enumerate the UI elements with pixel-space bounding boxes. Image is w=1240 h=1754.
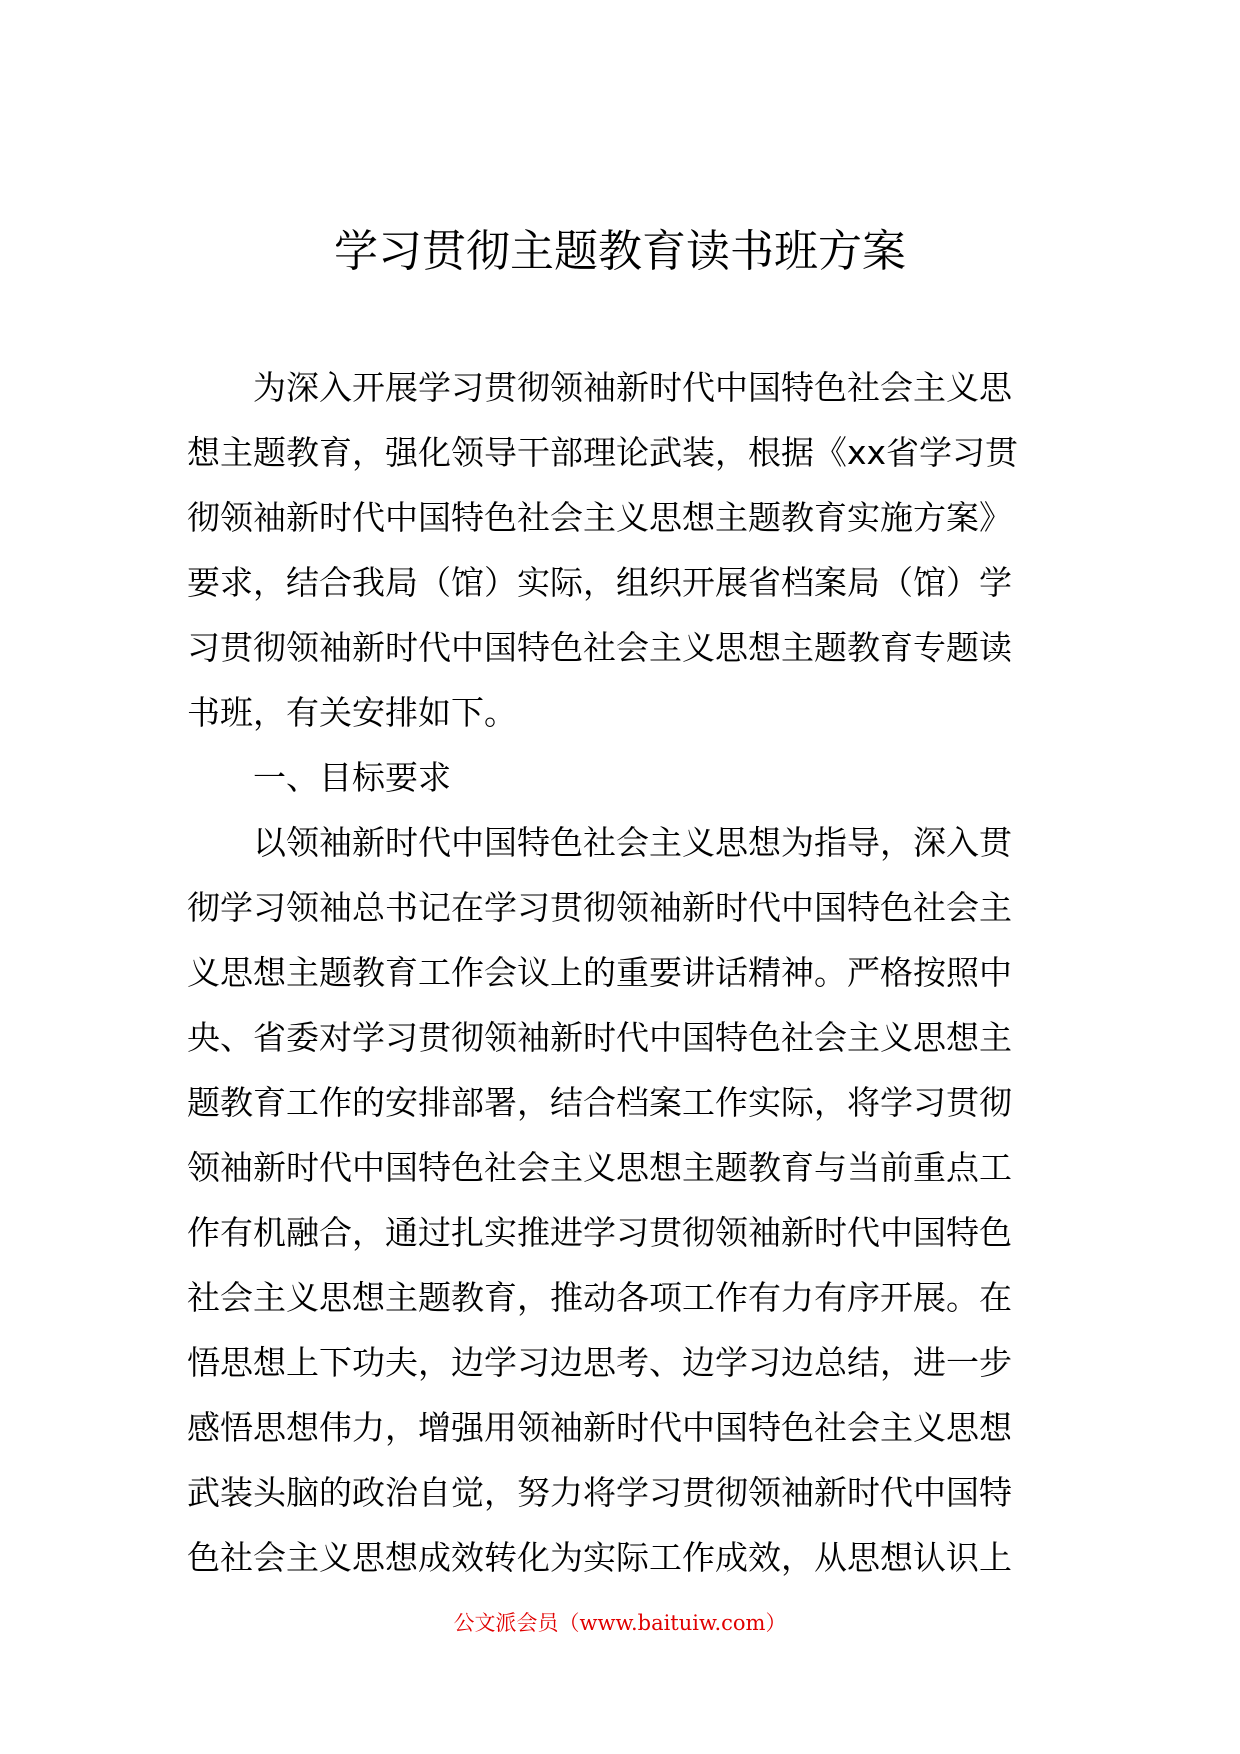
body-line: 想主题教育，强化领导干部理论武装，根据《xx省学习贯 bbox=[187, 433, 1019, 472]
body-line: 一、目标要求 bbox=[253, 758, 451, 797]
document-title: 学习贯彻主题教育读书班方案 bbox=[334, 226, 906, 277]
body-line: 习贯彻领袖新时代中国特色社会主义思想主题教育专题读 bbox=[187, 628, 1012, 667]
body-line: 书班，有关安排如下。 bbox=[187, 693, 517, 732]
document-body bbox=[187, 355, 1067, 1590]
footer-watermark: 公文派会员（www.baituiw.com） bbox=[453, 1611, 787, 1635]
body-line: 感悟思想伟力，增强用领袖新时代中国特色社会主义思想 bbox=[187, 1408, 1012, 1447]
body-line: 为深入开展学习贯彻领袖新时代中国特色社会主义思 bbox=[253, 368, 1012, 407]
body-line: 题教育工作的安排部署，结合档案工作实际，将学习贯彻 bbox=[187, 1083, 1012, 1122]
body-line: 彻领袖新时代中国特色社会主义思想主题教育实施方案》 bbox=[187, 498, 1012, 537]
body-line: 色社会主义思想成效转化为实际工作成效，从思想认识上 bbox=[187, 1538, 1012, 1577]
body-line: 悟思想上下功夫，边学习边思考、边学习边总结，进一步 bbox=[187, 1343, 1012, 1382]
body-line: 彻学习领袖总书记在学习贯彻领袖新时代中国特色社会主 bbox=[187, 888, 1012, 927]
body-line: 要求，结合我局（馆）实际，组织开展省档案局（馆）学 bbox=[187, 563, 1012, 602]
body-line: 武装头脑的政治自觉，努力将学习贯彻领袖新时代中国特 bbox=[187, 1473, 1012, 1512]
body-line: 社会主义思想主题教育，推动各项工作有力有序开展。在 bbox=[187, 1278, 1012, 1317]
body-line: 作有机融合，通过扎实推进学习贯彻领袖新时代中国特色 bbox=[187, 1213, 1012, 1252]
body-line: 领袖新时代中国特色社会主义思想主题教育与当前重点工 bbox=[187, 1148, 1012, 1187]
body-line: 义思想主题教育工作会议上的重要讲话精神。严格按照中 bbox=[187, 953, 1012, 992]
body-line: 以领袖新时代中国特色社会主义思想为指导，深入贯 bbox=[253, 823, 1012, 862]
body-line: 央、省委对学习贯彻领袖新时代中国特色社会主义思想主 bbox=[187, 1018, 1012, 1057]
